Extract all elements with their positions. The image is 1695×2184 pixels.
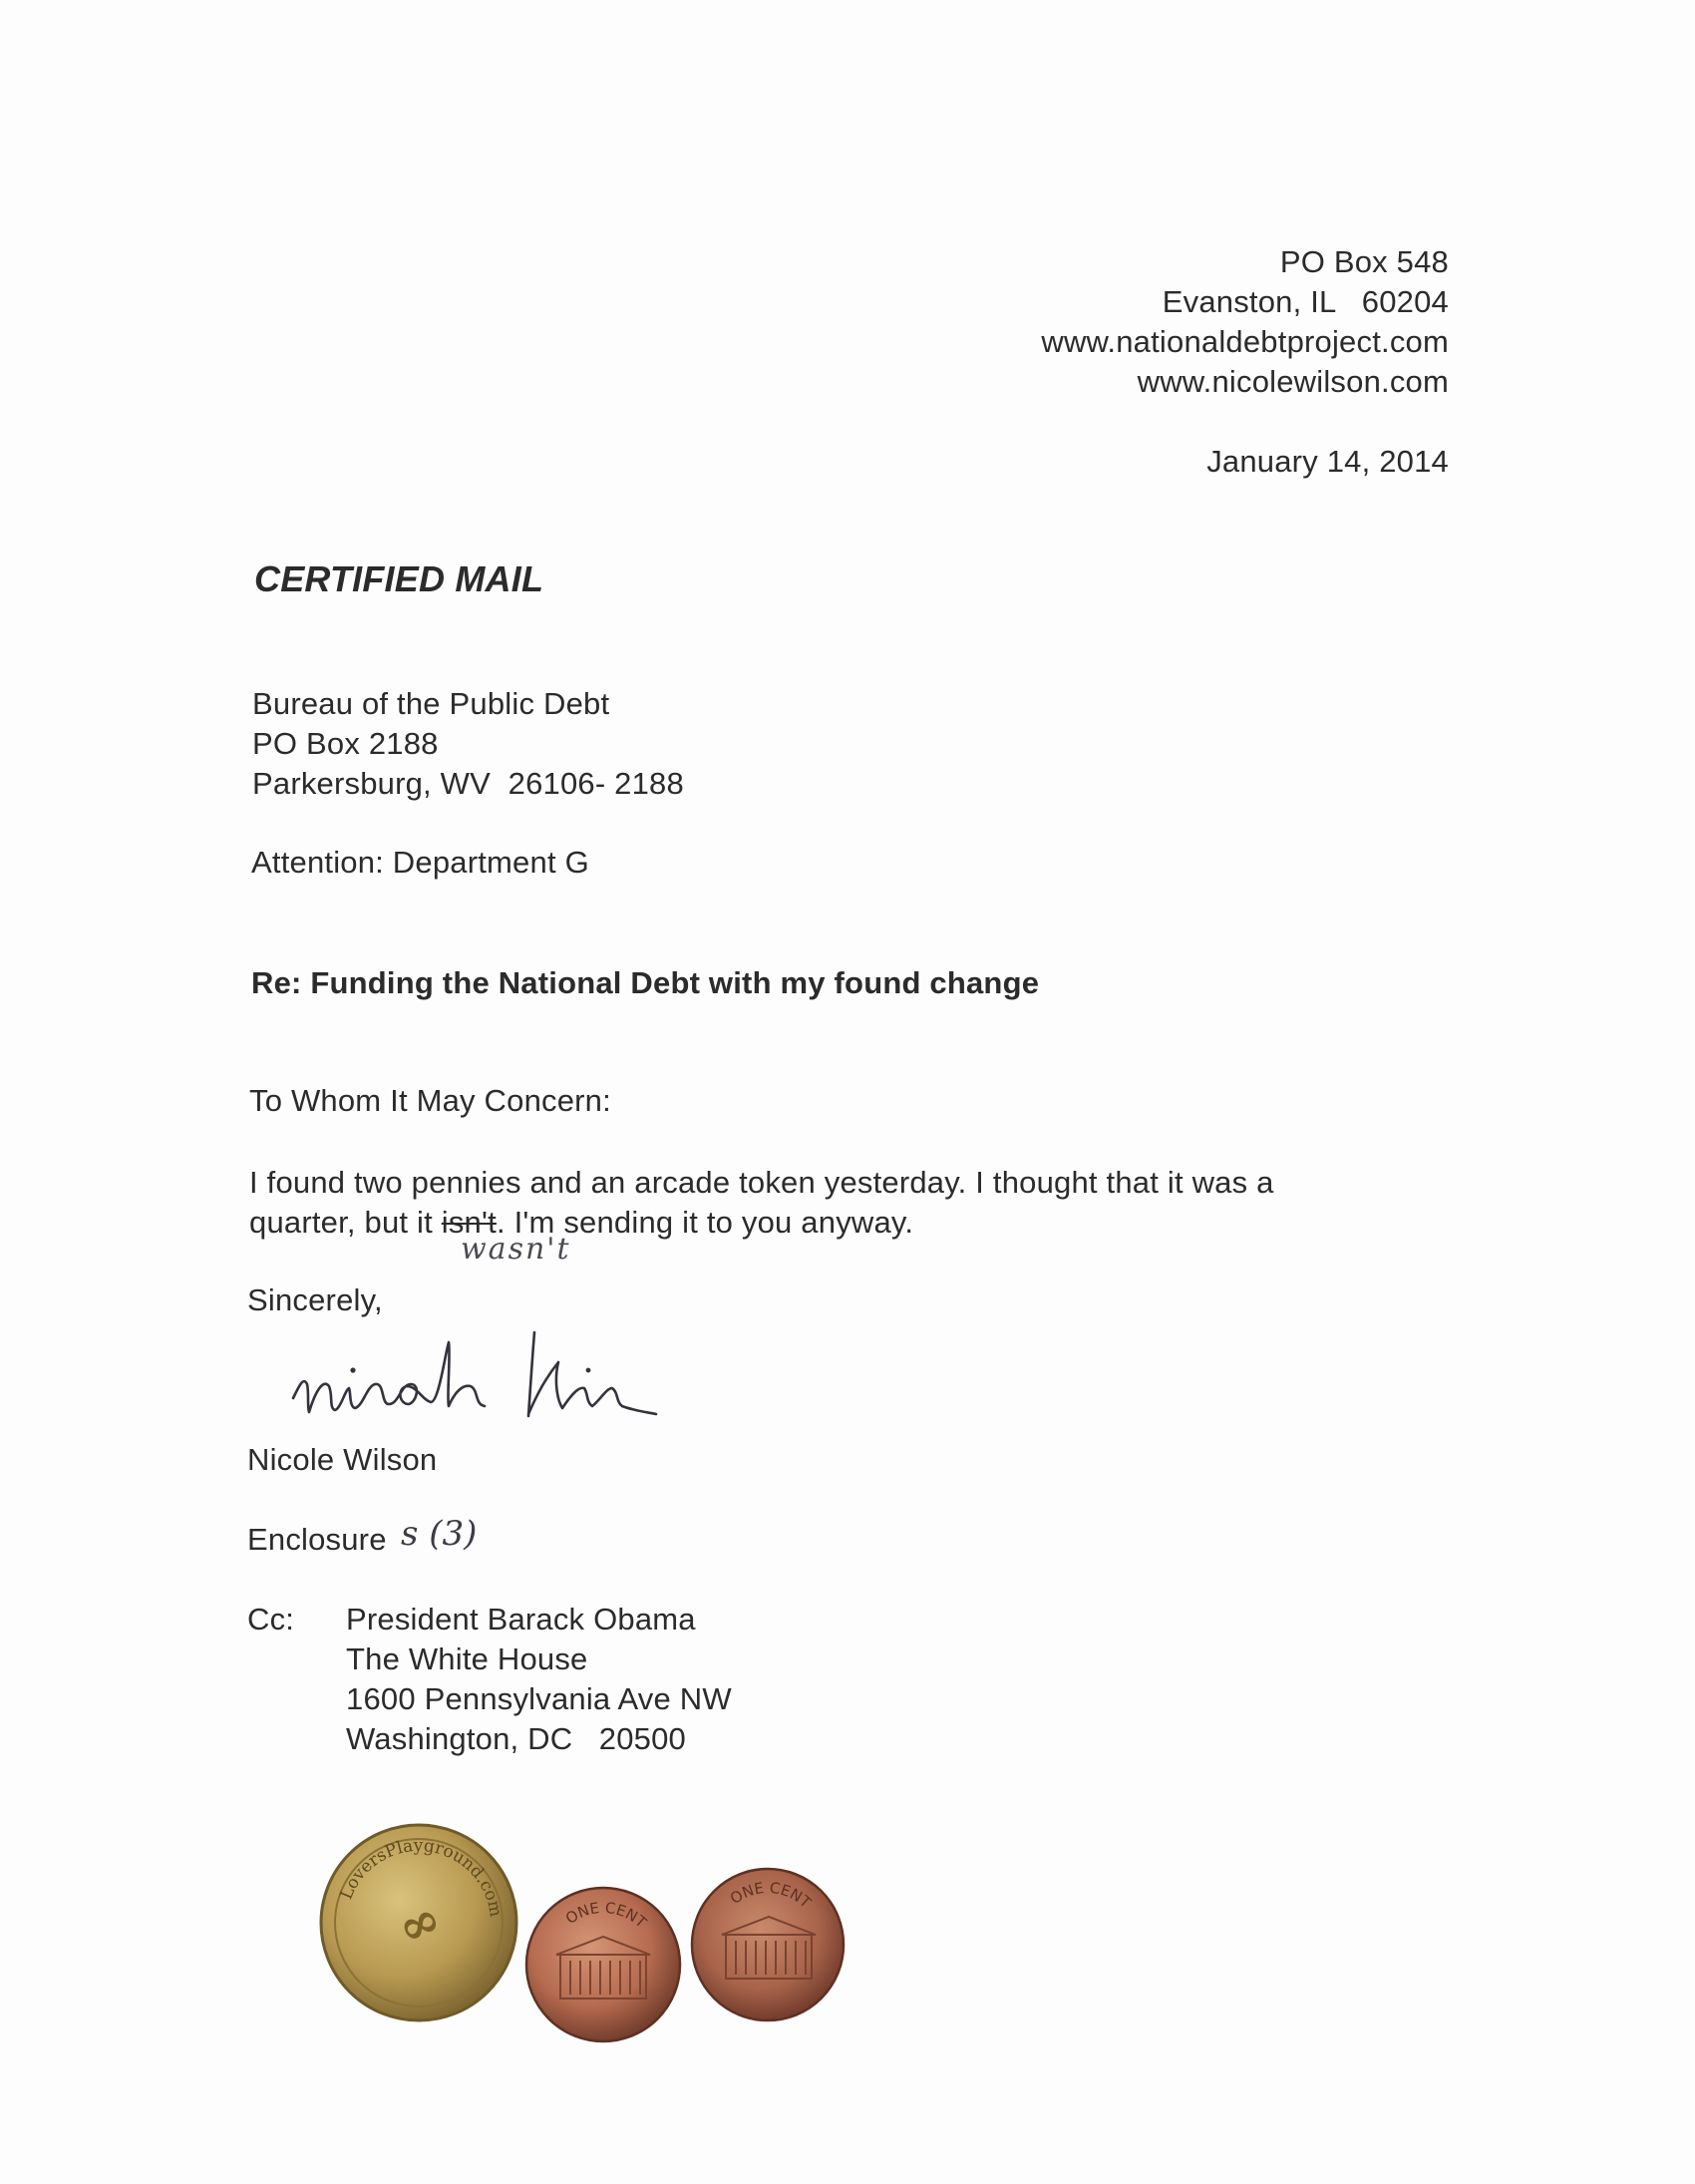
struck-word: isn't: [441, 1205, 497, 1240]
cc-line-2: The White House: [346, 1641, 588, 1676]
enclosures-label: Enclosure: [247, 1522, 387, 1557]
body-line-2: [249, 1203, 913, 1243]
arcade-token: [321, 1825, 516, 2020]
cc-address-block: [346, 1600, 732, 1759]
svg-text:∞: ∞: [387, 1887, 451, 1959]
sender-website-2: www.nicolewilson.com: [1137, 364, 1449, 399]
salutation: To Whom It May Concern:: [249, 1083, 611, 1118]
cc-line-4: Washington, DC 20500: [346, 1721, 686, 1756]
penny-1-text: ONE CENT: [562, 1898, 650, 1932]
handwritten-signature: [289, 1326, 658, 1436]
enclosed-coins: [319, 1805, 857, 2044]
sender-po-box: PO Box 548: [1279, 244, 1449, 279]
penny-2: [692, 1869, 844, 2020]
penny-2-text: ONE CENT: [727, 1878, 815, 1912]
subject-line: Re: Funding the National Debt with my found change: [251, 965, 1040, 1000]
sender-website-1: www.nationaldebtproject.com: [1041, 324, 1449, 359]
body-line-1: I found two pennies and an arcade token yesterday. I thought that it was a: [249, 1165, 1274, 1200]
handwritten-enclosure-count: s (3): [401, 1514, 478, 1554]
penny-1: [526, 1888, 680, 2041]
handwritten-correction: wasn't: [461, 1232, 571, 1267]
recipient-city-line: Parkersburg, WV 26106- 2188: [252, 766, 684, 801]
closing: Sincerely,: [247, 1282, 383, 1317]
letter-date: January 14, 2014: [1206, 444, 1449, 479]
attention-line: Attention: Department G: [251, 845, 589, 880]
cc-line-3: 1600 Pennsylvania Ave NW: [346, 1681, 732, 1716]
signer-name: Nicole Wilson: [247, 1442, 438, 1477]
recipient-po-box: PO Box 2188: [252, 726, 439, 761]
body-line-2-end: . I'm sending it to you anyway.: [496, 1205, 914, 1240]
certified-mail-heading: CERTIFIED MAIL: [254, 558, 544, 599]
recipient-address-block: [252, 684, 684, 804]
cc-label: Cc:: [247, 1602, 295, 1637]
body-line-2-start: quarter, but it: [249, 1205, 442, 1240]
sender-city-line: Evanston, IL 60204: [1162, 284, 1449, 319]
recipient-name: Bureau of the Public Debt: [252, 686, 610, 721]
sender-address-block: [1041, 242, 1449, 402]
token-text: LoversPlayground.com: [336, 1835, 507, 1919]
cc-line-1: President Barack Obama: [346, 1602, 696, 1637]
